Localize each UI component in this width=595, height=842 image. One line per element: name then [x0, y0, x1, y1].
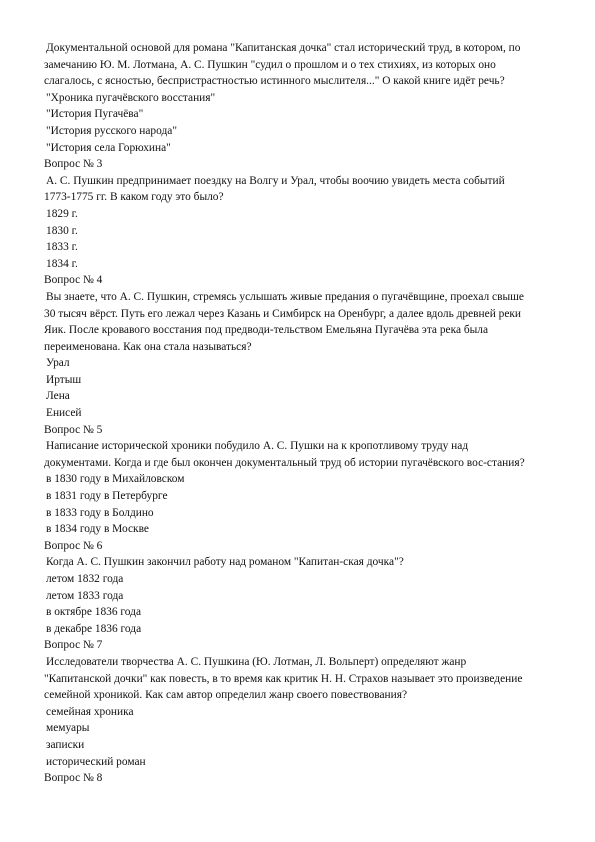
- question-6-block: [44, 538, 564, 638]
- question-3-block: [44, 156, 564, 272]
- answer-option: в 1831 году в Петербурге: [46, 490, 168, 503]
- question-7-block: [44, 637, 564, 770]
- question-text-line: А. С. Пушкин предпринимает поездку на Волгу и Урал, чтобы воочию увидеть места событий: [46, 174, 505, 187]
- answer-option: записки: [46, 738, 85, 751]
- question-text-line: слагалось, с ясностью, беспристрастностью истинного мыслителя..." О какой книге идёт речь?: [44, 75, 505, 88]
- answer-option: в декабре 1836 года: [46, 622, 142, 635]
- answer-option: семейная хроника: [46, 705, 134, 718]
- question-5-block: [44, 422, 564, 538]
- question-2-block: [44, 40, 564, 156]
- question-text-line: Исследователи творчества А. С. Пушкина (Ю. Лотман, Л. Вольперт) определяют жанр: [46, 655, 467, 668]
- question-heading: Вопрос № 6: [44, 539, 103, 552]
- answer-option: 1830 г.: [46, 224, 78, 237]
- question-text-line: замечанию Ю. М. Лотмана, А. С. Пушкин "судил о прошлом и о тех стихиях, из которых оно: [44, 58, 496, 71]
- question-text-line: 1773-1775 гг. В каком году это было?: [44, 191, 224, 204]
- question-text-line: Вы знаете, что А. С. Пушкин, стремясь услышать живые предания о пугачёвщине, проехал свыше: [46, 290, 524, 303]
- answer-option: в октябре 1836 года: [46, 606, 142, 619]
- question-text-line: "Капитанской дочки" как повесть, в то время как критик Н. Н. Страхов называет это произведение: [44, 672, 523, 685]
- question-heading: Вопрос № 5: [44, 423, 103, 436]
- question-text-line: Документальной основой для романа "Капитанская дочка" стал исторический труд, в котором, по: [46, 42, 521, 54]
- answer-option: Урал: [46, 357, 70, 370]
- answer-option: "История Пугачёва": [46, 108, 144, 121]
- question-text-line: переименована. Как она стала называться?: [44, 340, 252, 353]
- question-text-line: Когда А. С. Пушкин закончил работу над романом "Капитан-ская дочка"?: [46, 556, 404, 569]
- answer-option: Лена: [46, 390, 70, 403]
- answer-option: 1829 г.: [46, 207, 78, 220]
- document-content: [44, 40, 564, 787]
- question-heading: Вопрос № 8: [44, 772, 103, 785]
- question-4-block: [44, 272, 564, 421]
- answer-option: Иртыш: [46, 373, 82, 386]
- question-text-line: 30 тысяч вёрст. Путь его лежал через Казань и Симбирск на Оренбург, а далее вдоль древней реки: [44, 307, 522, 320]
- answer-option: мемуары: [46, 722, 90, 735]
- answer-option: "История села Горюхина": [46, 141, 171, 154]
- question-text-line: Написание исторической хроники побудило А. С. Пушки на к кропотливому труду над: [46, 440, 469, 453]
- answer-option: "История русского народа": [46, 124, 177, 137]
- question-heading: Вопрос № 3: [44, 158, 103, 171]
- question-8-block: [44, 770, 564, 787]
- question-text-line: семейной хроникой. Как сам автор определил жанр своего повествования?: [44, 689, 408, 702]
- answer-option: летом 1833 года: [46, 589, 124, 602]
- answer-option: в 1833 году в Болдино: [46, 506, 154, 519]
- answer-option: Енисей: [46, 407, 82, 420]
- answer-option: в 1834 году в Москве: [46, 523, 149, 536]
- answer-option: в 1830 году в Михайловском: [46, 473, 185, 486]
- question-heading: Вопрос № 4: [44, 274, 103, 287]
- question-text-line: Яик. После кровавого восстания под предводи-тельством Емельяна Пугачёва эта река была: [44, 324, 489, 337]
- question-heading: Вопрос № 7: [44, 639, 103, 652]
- answer-option: 1833 г.: [46, 241, 78, 254]
- answer-option: исторический роман: [46, 755, 146, 768]
- answer-option: летом 1832 года: [46, 573, 124, 585]
- answer-option: "Хроника пугачёвского восстания": [46, 91, 216, 104]
- question-text-line: документами. Когда и где был окончен документальный труд об истории пугачёвского вос-стания?: [44, 456, 525, 469]
- answer-option: 1834 г.: [46, 257, 78, 270]
